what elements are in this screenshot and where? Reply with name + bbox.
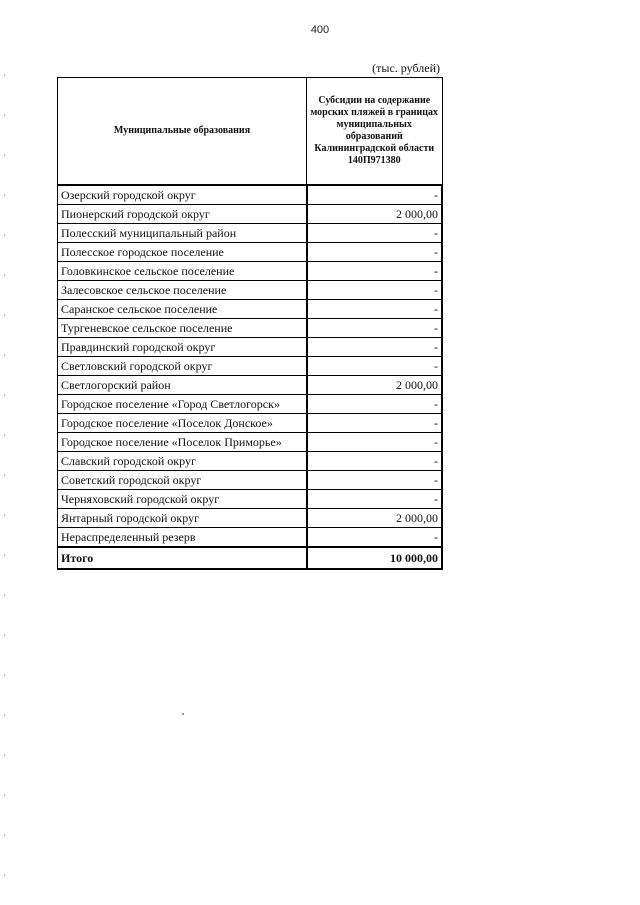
scan-edge-marks [4,60,5,880]
row-subsidy-value: - [307,528,443,548]
row-municipality-name: Полесское городское поселение [58,243,307,262]
row-municipality-name: Полесский муниципальный район [58,224,307,243]
row-subsidy-value: - [307,300,443,319]
unit-label: (тыс. рублей) [372,61,440,75]
row-subsidy-value: - [307,395,443,414]
row-subsidy-value: - [307,452,443,471]
row-subsidy-value: - [307,433,443,452]
table-row [58,185,443,205]
row-subsidy-value: - [307,243,443,262]
row-municipality-name: Нераспределенный резерв [58,528,307,548]
table-row [58,414,443,433]
row-municipality-name: Городское поселение «Поселок Приморье» [58,433,307,452]
scan-dot [182,713,184,715]
table-row [58,452,443,471]
table-row [58,509,443,528]
row-subsidy-value: 2 000,00 [307,509,443,528]
row-subsidy-value: - [307,414,443,433]
row-subsidy-value: - [307,262,443,281]
table-row [58,357,443,376]
row-municipality-name: Городское поселение «Город Светлогорск» [58,395,307,414]
row-municipality-name: Городское поселение «Поселок Донское» [58,414,307,433]
table-row [58,433,443,452]
total-label: Итого [58,547,307,569]
row-subsidy-value: - [307,357,443,376]
row-municipality-name: Советский городской округ [58,471,307,490]
header-municipalities: Муниципальные образования [58,78,307,186]
header-subsidy-code: 140П971380 [347,155,401,166]
row-subsidy-value: 2 000,00 [307,376,443,395]
table-row [58,471,443,490]
row-subsidy-value: - [307,319,443,338]
table-row [58,262,443,281]
header-subsidy [307,78,443,186]
row-municipality-name: Черняховский городской округ [58,490,307,509]
table-row [58,376,443,395]
row-municipality-name: Светловский городской округ [58,357,307,376]
table-row [58,205,443,224]
row-municipality-name: Славский городской округ [58,452,307,471]
row-municipality-name: Тургеневское сельское поселение [58,319,307,338]
table-row [58,528,443,548]
table-body [58,185,443,547]
subsidies-table [57,77,443,570]
row-subsidy-value: 2 000,00 [307,205,443,224]
page-number: 400 [310,24,330,36]
row-subsidy-value: - [307,281,443,300]
row-subsidy-value: - [307,338,443,357]
table-total-row [58,547,443,569]
total-value: 10 000,00 [307,547,443,569]
row-subsidy-value: - [307,471,443,490]
row-municipality-name: Янтарный городской округ [58,509,307,528]
table-row [58,319,443,338]
table-row [58,490,443,509]
table-row [58,281,443,300]
row-subsidy-value: - [307,490,443,509]
row-municipality-name: Озерский городской округ [58,185,307,205]
table-header-row [58,78,443,186]
table-row [58,300,443,319]
row-subsidy-value: - [307,185,443,205]
row-municipality-name: Правдинский городской округ [58,338,307,357]
row-municipality-name: Светлогорский район [58,376,307,395]
row-municipality-name: Саранское сельское поселение [58,300,307,319]
table-row [58,243,443,262]
row-municipality-name: Залесовское сельское поселение [58,281,307,300]
table-row [58,395,443,414]
header-subsidy-description: Субсидии на содержание морских пляжей в границах муниципальных образований Калининградской области [310,95,439,154]
table-row [58,224,443,243]
row-municipality-name: Головкинское сельское поселение [58,262,307,281]
row-subsidy-value: - [307,224,443,243]
table-row [58,338,443,357]
row-municipality-name: Пионерский городской округ [58,205,307,224]
